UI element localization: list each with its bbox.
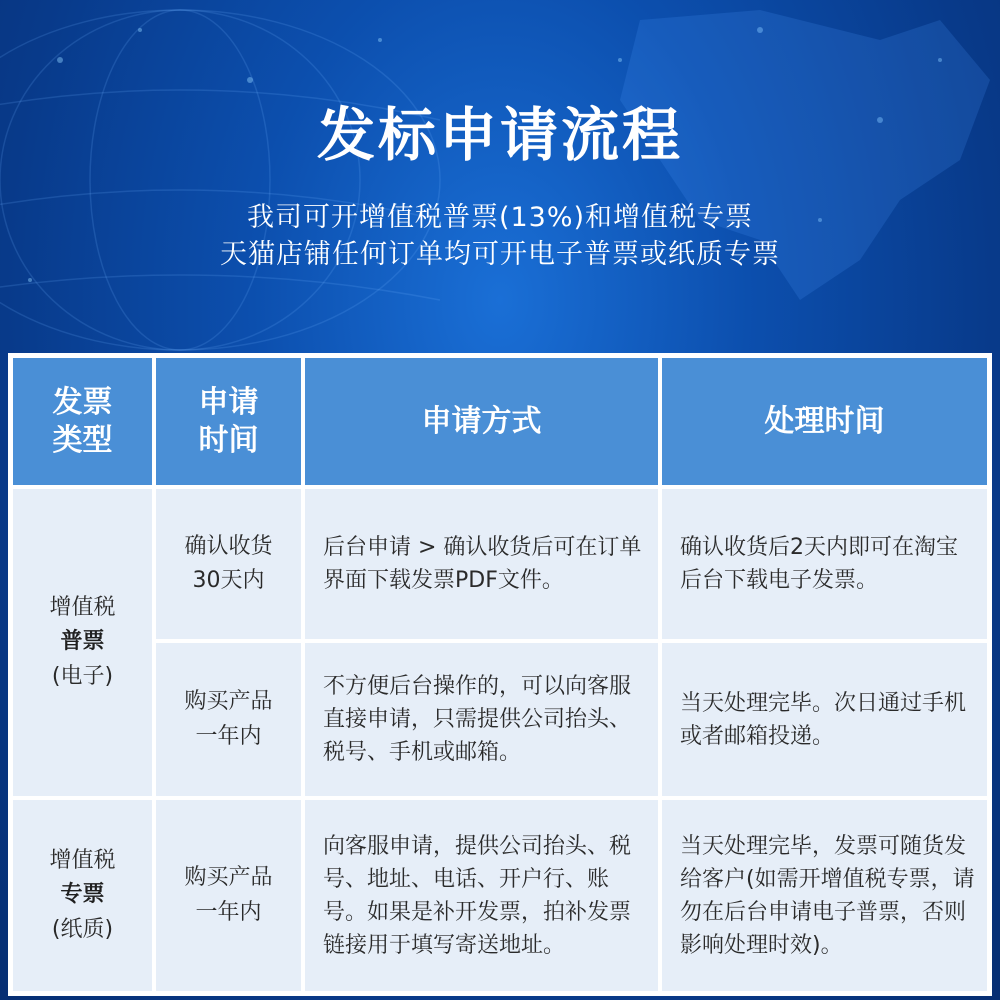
electronic-type-line2: 普票 bbox=[60, 629, 105, 655]
world-map-background bbox=[0, 0, 1000, 360]
row3-apply-method: 向客服申请，提供公司抬头、税号、地址、电话、开户行、账号。如果是补开发票，拍补发票链接用于填写寄送地址。 bbox=[305, 800, 658, 991]
subtitle-line-2: 天猫店铺任何订单均可开电子普票或纸质专票 bbox=[220, 239, 780, 270]
row1-time-line1: 确认收货 bbox=[184, 533, 273, 559]
paper-type-line1: 增值税 bbox=[49, 848, 116, 874]
row1-processing-time: 确认收货后2天内即可在淘宝后台下载电子发票。 bbox=[662, 489, 987, 639]
header-apply-time-line2: 时间 bbox=[198, 422, 259, 458]
header-invoice-type-line1: 发票 bbox=[52, 385, 113, 420]
row2-apply-method: 不方便后台操作的，可以向客服直接申请，只需提供公司抬头、税号、手机或邮箱。 bbox=[305, 643, 658, 796]
header-invoice-type bbox=[13, 358, 152, 485]
paper-type-line3: (纸质) bbox=[51, 916, 114, 942]
header-apply-method: 申请方式 bbox=[305, 358, 658, 485]
paper-invoice-type bbox=[13, 800, 152, 991]
electronic-type-line3: (电子) bbox=[51, 663, 114, 689]
row2-processing-time: 当天处理完毕。次日通过手机或者邮箱投递。 bbox=[662, 643, 987, 796]
row1-apply-method: 后台申请 > 确认收货后可在订单界面下载发票PDF文件。 bbox=[305, 489, 658, 639]
paper-type-line2: 专票 bbox=[60, 882, 105, 908]
header-processing-time: 处理时间 bbox=[662, 358, 987, 485]
header-apply-time bbox=[156, 358, 301, 485]
row3-time-line1: 购买产品 bbox=[184, 865, 273, 891]
subtitle-line-1: 我司可开增值税普票(13%)和增值税专票 bbox=[246, 202, 754, 233]
electronic-invoice-type bbox=[13, 489, 152, 796]
row1-apply-time bbox=[156, 489, 301, 639]
row3-time-line2: 一年内 bbox=[195, 899, 262, 925]
row3-apply-time bbox=[156, 800, 301, 991]
row2-apply-time bbox=[156, 643, 301, 796]
header-invoice-type-line2: 类型 bbox=[52, 422, 113, 458]
row2-time-line1: 购买产品 bbox=[184, 689, 273, 715]
page-title: 发标申请流程 bbox=[316, 101, 683, 169]
header-apply-time-line1: 申请 bbox=[198, 385, 259, 420]
electronic-type-line1: 增值税 bbox=[49, 595, 116, 621]
row3-processing-time: 当天处理完毕，发票可随货发给客户(如需开增值税专票，请勿在后台申请电子普票，否则影响处理时效)。 bbox=[662, 800, 987, 991]
row2-time-line2: 一年内 bbox=[195, 723, 262, 749]
row1-time-line2: 30天内 bbox=[192, 568, 265, 593]
invoice-table bbox=[8, 353, 992, 996]
